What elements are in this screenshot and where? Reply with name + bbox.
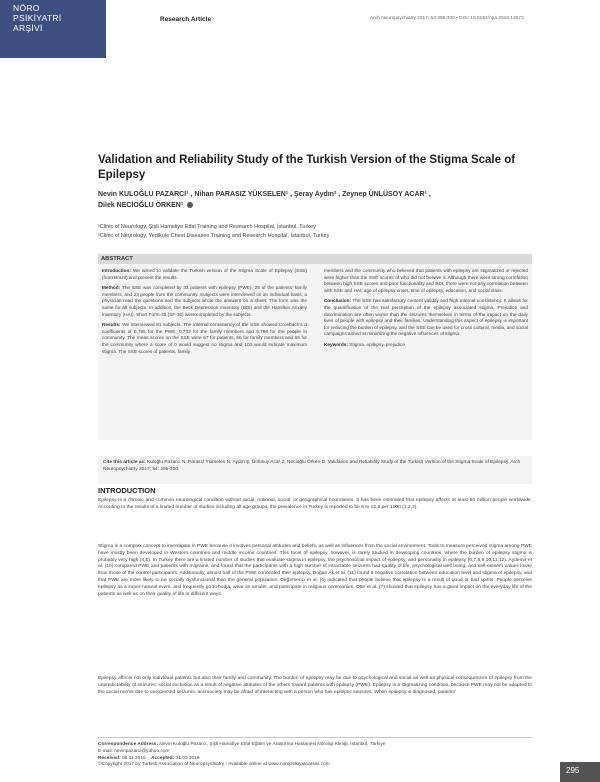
method-text: The SSE was completed by 33 patients with epilepsy (PWE), 25 of the patients' family members, and 23 people from the community. Subjects were interviewed on an individual basis; a physician read the questions and the subjects wrote the answers on a sheet. The form was the same for all subjects. In addition, the Beck Depression Inventory (BDI) and the Hamilton Anxiety Inventory (HAI), Short Form-36 (SF-36) were completed by the subjects. xyxy=(102,285,307,317)
introduction-heading: INTRODUCTION xyxy=(98,486,156,495)
received-date: 08.11.2015 xyxy=(120,755,146,761)
intro-paragraph-1-text: Epilepsy is a chronic and common neurological condition without racial, national, social, or geographical boundaries. It has been estimated that epilepsy affects at least 50 million people worldwide. According to the results of a limited number of studies including all age groups, the prevalence in Turkey is reported to be 6 to 12.2 per 1000 (1,2,3). xyxy=(98,498,532,510)
author-line-1: Nevin KULOĞLU PAZARCI¹ , Nihan PARASIZ YÜKSELEN¹ , Şeray Aydın² , Zeynep ÜNLÜSOY ACAR¹ , xyxy=(98,191,431,198)
correspondence-text: Nevin Kuloğlu Pazarcı, Şişli Hamidiye Etfal Eğitim ve Araştırma Hastanesi Nöroloji Kliniği, İstanbul, Türkiye xyxy=(158,742,386,747)
citation-box xyxy=(98,456,532,484)
accepted-label: Accepted: xyxy=(151,755,175,761)
intro-label: Introduction: xyxy=(102,268,131,273)
intro-paragraph-2-text: Stigma is a complex concept to investigate in PWE because it involves personal attitudes and beliefs, as well as influences from the social environment. Tools to measure perceived stigma among PWE have mostly been developed in Western countries and middle income countries. This facet of epilepsy, however, is rarely studied in developing countries, where the burden of epilepsy stigma is probably very high (4,5). In Turkey there are a limited number of studies that evaluate stigma in epilepsy, the psychosocial impact of epilepsy, and personality in epilepsy (6,7,8,9,10,11,12). Aydemir et al. (10) compared PWE and patients with migraine, and found that the participants with a high number of intractable seizures had quality of life, psychological well being, and self-esteem values lower than those of the control participants. Additionally, almost half of the PWE concealed their epilepsy. Doğan Ak et al. (11) found a negative correlation between education level and stigma of epilepsy, and that PWE are more likely to be socially dysfunctional than the general population. Değirmenci et al. (6) indicated that people believe that epilepsy is a result of good or bad spirits. People perceive epilepsy as a super-natural event, and frequently go to hodja, wear an amulet, and participate in religious ceremonies. Otte et al. (7) showed that epilepsy has a great impact on the everyday life of the patients as well as on their quality of life in different ways. xyxy=(98,544,532,597)
received-label: Received: xyxy=(98,755,121,761)
results-continued-text: members and the community who believed that patients with epilepsy are stigmatized or rejected were higher than the SSE scores of who did not believe it. Although there were strong correlation between high SSE scores and poor functionality and BDI; there were not any correlation between with SSE and HAI, age of epilepsy onset, time of epilepsy, education, and social class. xyxy=(324,268,528,293)
citation-text: Kuloğlu Pazarcı N, Parasız Yükselen N, Aydın Ş, Ünlüsoy Acar Z, Necioğlu Örken D. Validation and Reliability Study of the Turkish Version of the Stigma Scale of Epilepsy. Arch Neuropsychiatry 2017; 54: 295-300. xyxy=(103,460,521,472)
affiliation-2: ²Clinic of Neurology, Yedikule Chest Diseases Training and Research Hospital, İstanbul, Turkey xyxy=(98,233,330,239)
keywords-text: Stigma, epilepsy, prejudice xyxy=(347,341,405,347)
abstract-right-column xyxy=(324,268,528,353)
correspondence-email[interactable]: E-mail: nevinpazarci@yahoo.com xyxy=(98,748,170,754)
accepted-date: 31.03.2016 xyxy=(174,755,200,761)
article-type: Research Article xyxy=(160,16,212,23)
page-number: 295 xyxy=(560,762,600,782)
conclusion-text: The SSE has satisfactory content validity and high internal consistency. It allows for the quantification of the real perception of the epilepsy associated stigma. Prejudice and discrimination are often worse than the seizures themselves in terms of the impact on the daily lives of people with epilepsy and their families. Understanding this aspect of epilepsy is important for reducing the burden of epilepsy, and the SSE can be used for cross cultural, media, and social campaigns aimed at minimizing the negative influences of stigma. xyxy=(324,298,528,337)
abstract-box xyxy=(98,254,532,440)
copyright-notice: ©Copyright 2017 by Turkish Association of Neuropsychiatry - Available online at www.noropsikiyatriarsivi.com xyxy=(98,762,330,768)
abstract-left-column xyxy=(102,268,307,359)
footer-divider xyxy=(98,737,532,738)
keywords-label: Keywords: xyxy=(324,341,348,347)
correspondence-block xyxy=(98,742,532,769)
journal-meta: Arch Neuropsychiatry 2017; 54:295-300 • DOI: 10.5152/npa.2016.12673 xyxy=(370,16,524,21)
intro-paragraph-2 xyxy=(98,544,532,598)
citation-label: Cite this article as: xyxy=(103,460,146,465)
orcid-icon[interactable] xyxy=(187,202,193,208)
journal-logo xyxy=(0,0,106,58)
logo-line-1: NÖRO xyxy=(13,3,40,13)
author-list xyxy=(98,189,538,211)
abstract-heading: ABSTRACT xyxy=(98,254,532,264)
intro-text: We aimed to validate the Turkish version of the Stigma Scale of Epilepsy (SSE) (from Brazil) and present the results. xyxy=(102,268,307,280)
logo-line-2: PSİKİYATRİ xyxy=(13,13,62,23)
logo-line-3: ARŞİVİ xyxy=(13,23,43,33)
paper-title: Validation and Reliability Study of the Turkish Version of the Stigma Scale of Epilepsy xyxy=(98,154,516,181)
results-text: We interviewed 81 subjects. The internal consistency of the SSE showed Cronbach's α coefficients of 0.785 for the PWE, 0.733 for the family members and 0.798 for the people in community. The mean scores on the SSE were 57 for patients, 66 for family members and 65 for the community where a score of 0 would suggest no stigma and 100 would indicate maximum stigma. The SSE scores of patients, family xyxy=(102,322,307,354)
conclusion-label: Conclusion: xyxy=(324,298,352,304)
correspondence-label: Correspondence Address: xyxy=(98,742,159,747)
author-line-2: Dilek NECİOĞLU ÖRKEN¹ xyxy=(98,202,186,209)
intro-paragraph-3 xyxy=(98,676,532,696)
method-label: Method: xyxy=(102,285,121,291)
affiliation-1: ¹Clinic of Neurology, Şişli Hamidiye Etfal Training and Research Hospital, İstanbul, Turkey xyxy=(98,224,316,230)
results-label: Results: xyxy=(102,322,121,328)
intro-paragraph-3-text: Epilepsy affects not only individual patients but also their family and community. The burden of epilepsy may be due to psychological and social as well as physical consequences of epilepsy from the unpredictability of seizures; social exclusion as a result of negative attitudes of the others toward patients with epilepsy (PWE). Epilepsy is a stigmatizing condition, because PWE may not be adapted to the social norms due to unexpected seizures, and society may be afraid of interacting with a person who has epileptic seizures. When epilepsy is diagnosed, patients' xyxy=(98,676,532,695)
intro-paragraph-1 xyxy=(98,498,532,512)
